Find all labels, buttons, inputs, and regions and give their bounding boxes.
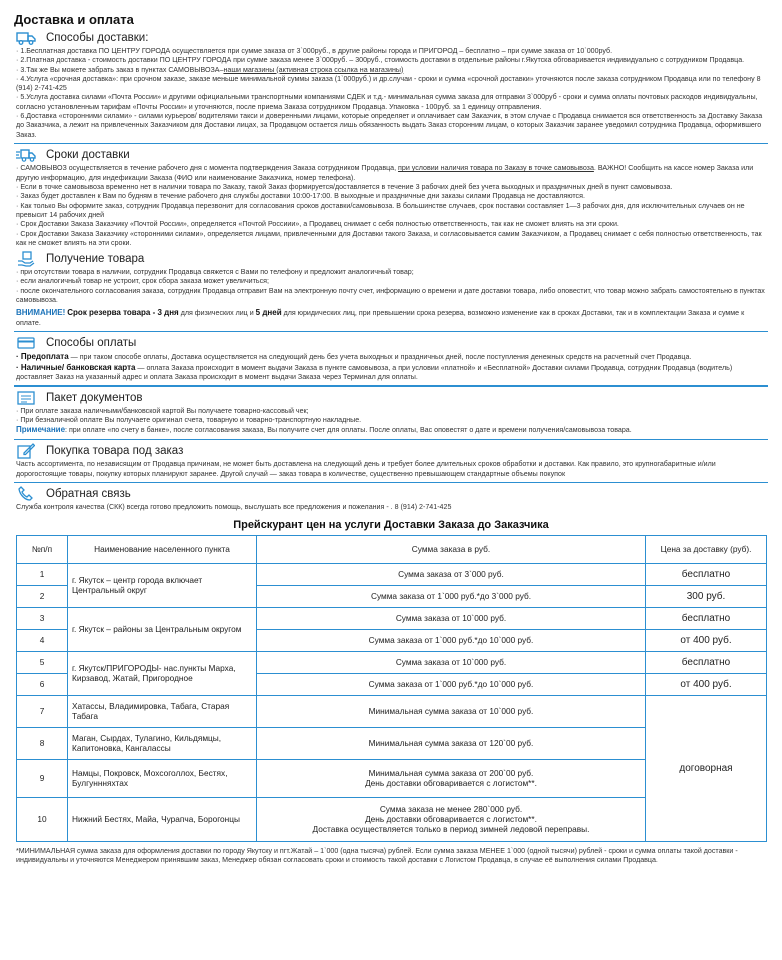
price-cell: 300 руб. bbox=[646, 585, 767, 607]
sum-cell: Минимальная сумма заказа от 120`00 руб. bbox=[257, 727, 646, 759]
section-header bbox=[16, 485, 768, 503]
text-line: · 1.Бесплатная доставка ПО ЦЕНТРУ ГОРОДА осуществляется при сумме заказа от 3`000руб., в другие районы города и ПРИГОРОД – бесплатно – при сумме заказа от 10`000руб. bbox=[16, 47, 613, 55]
row-number: 2 bbox=[17, 585, 68, 607]
divider bbox=[14, 482, 768, 484]
sum-line: Минимальная сумма заказа от 200`00 руб. bbox=[368, 768, 534, 779]
footnote: *МИНИМАЛЬНАЯ сумма заказа для оформления доставки по городу Якутску и пгт.Жатай – 1`000 (одна тысяча) рублей. Если сумма заказа МЕНЕЕ 1`000 (одной тысячи) рублей - сроки и сумма оплаты такой доставки - индивидуальны и уточняются Менеджером принявшим заказ, Менеджер обязан согласовать сроки и стоимость такой доставки с Логистом Продавца, в случае её выполнения силами Продавца. bbox=[16, 846, 738, 864]
divider bbox=[14, 143, 768, 145]
sum-line: Доставка осуществляется только в период зимней ледовой переправы. bbox=[312, 824, 590, 835]
section-title: Сроки доставки bbox=[46, 149, 130, 162]
attention-label: ВНИМАНИЕ! bbox=[16, 308, 66, 318]
section-payment bbox=[14, 334, 768, 386]
section-body bbox=[14, 268, 768, 328]
col-header: Цена за доставку (руб). bbox=[646, 535, 767, 563]
row-number: 6 bbox=[17, 673, 68, 695]
divider bbox=[14, 385, 768, 387]
card-icon bbox=[16, 335, 36, 351]
divider bbox=[14, 439, 768, 441]
section-body bbox=[14, 47, 768, 140]
text-span: · 3.Так же Вы можете забрать заказ в пунктах САМОВЫВОЗА– bbox=[16, 65, 224, 74]
text-span: для юридических лиц, при превышении срока резерва, возможно изменение как в сроках Доставки, так и в комплектации Заказа и сумме к оплате. bbox=[16, 309, 745, 327]
text-line: · если аналогичный товар не устроит, срок сбора заказа может увеличиться; bbox=[16, 277, 269, 286]
price-cell: бесплатно bbox=[646, 651, 767, 673]
section-header bbox=[16, 250, 768, 268]
sum-line: День доставки обговаривается с логистом**. bbox=[365, 778, 537, 789]
sum-cell: Минимальная сумма заказа от 10`000 руб. bbox=[257, 695, 646, 727]
sum-cell: Сумма заказа от 1`000 руб.*до 3`000 руб. bbox=[257, 585, 646, 607]
section-title: Способы оплаты bbox=[46, 337, 137, 350]
fast-truck-icon bbox=[16, 147, 36, 163]
text-span: . ВАЖНО! Сообщить на кассе номер Заказа или другую информацию, для индефикации Заказа (ФИО или наименование Заказчика, номер телефона). bbox=[16, 164, 754, 182]
text-line bbox=[16, 425, 768, 435]
text-line: · Если в точке самовывоза временно нет в наличии товара по Заказу, такой Заказ формируется/доставляется в течение 3 рабочих дней без учета выходных и праздничных дней в пункт самовывоза. bbox=[16, 183, 673, 192]
col-header: №п/п bbox=[17, 535, 68, 563]
section-body bbox=[14, 460, 768, 479]
section-order bbox=[14, 442, 768, 483]
sum-cell bbox=[257, 759, 646, 797]
row-number: 5 bbox=[17, 651, 68, 673]
place-cell: Нижний Бестях, Майа, Чурапча, Борогонцы bbox=[68, 797, 257, 841]
row-number: 9 bbox=[17, 759, 68, 797]
note-label: Примечание bbox=[16, 425, 66, 435]
section-header bbox=[16, 334, 768, 352]
section-feedback bbox=[14, 485, 768, 512]
sum-cell: Сумма заказа от 3`000 руб. bbox=[257, 563, 646, 585]
section-header bbox=[16, 29, 768, 47]
text-line bbox=[16, 164, 768, 183]
text-span: — оплата Заказа происходит в момент выдачи Заказа в пункте самовывоза, а при условии «платной» и «Бесплатной» Доставки силами Продавца, сотрудник Продавца (водитель) доставляет Заказ на указанный адрес и оплата Заказа происходит в момент выдачи Заказа через Терминал для оплаты. bbox=[16, 363, 733, 382]
price-cell: от 400 руб. bbox=[646, 673, 767, 695]
sum-cell: Сумма заказа от 10`000 руб. bbox=[257, 651, 646, 673]
edit-icon bbox=[16, 443, 36, 459]
text-span: при условии наличия товара по Заказу в точке самовывоза bbox=[398, 164, 594, 173]
page-title: Доставка и оплата bbox=[14, 12, 134, 27]
section-title: Получение товара bbox=[46, 253, 145, 266]
text-span: для физических лиц и bbox=[178, 309, 256, 318]
price-title: Прейскурант цен на услуги Доставки Заказа до Заказчика bbox=[233, 518, 549, 531]
text-line: · после окончательного согласования заказа, сотрудник Продавца отправит Вам на электронную почту счет, информацию о времени и дате доставки товара, либо оповестит, что товар можно забрать самостоятельно в пунктах самовывоза. bbox=[16, 286, 765, 305]
text-line bbox=[16, 66, 768, 75]
section-title: Обратная связь bbox=[46, 488, 131, 501]
place-cell: Хатассы, Владимировка, Табага, Старая Табага bbox=[68, 695, 257, 727]
text-line: Служба контроля качества (СКК) всегда готово предложить помощь, выслушать все предложения и пожелания - . 8 (914) 2-741-425 bbox=[16, 503, 452, 512]
table-row bbox=[17, 563, 767, 585]
text-line: · При безналичной оплате Вы получаете оригинал счета, товарную и товарно-транспортную накладные. bbox=[16, 416, 362, 425]
text-line: · при отсутствии товара в наличии, сотрудник Продавца свяжется с Вами по телефону и предложит аналогичный товар; bbox=[16, 268, 414, 277]
text-span: — при таком способе оплаты, Доставка осуществляется на следующий день без учета выходных и праздничных дней, после поступления денежных средств на расчетный счет Продавца. bbox=[68, 353, 692, 362]
section-delivery-methods bbox=[14, 29, 768, 144]
col-header: Сумма заказа в руб. bbox=[257, 535, 646, 563]
price-cell: бесплатно bbox=[646, 563, 767, 585]
row-number: 4 bbox=[17, 629, 68, 651]
text-line: · Срок Доставки Заказа Заказчику «Почтой России», определяется «Почтой Россиии», а Продавец снимает с себя полностью ответственность, так как не сможет влиять на эти сроки. bbox=[16, 220, 619, 229]
section-header bbox=[16, 146, 768, 164]
section-delivery-terms bbox=[14, 146, 768, 248]
text-line: · Срок Доставки Заказа Заказчику «сторонними силами», определяется лицами, привлеченными для Доставки такого Заказа, и согласовывается самим Заказчиком, а Продавец снимает с себя полностью ответственность, так как не сможет влиять на эти сроки. bbox=[16, 229, 762, 247]
phone-icon bbox=[16, 486, 36, 502]
text-span: : при оплате «по счету в банке», после согласования заказа, Вы получите счет для оплаты. После оплаты, Вас оповестят о дате и времени получения/самовывоза товара. bbox=[65, 426, 632, 435]
section-receiving bbox=[14, 250, 768, 332]
table-header-row bbox=[17, 535, 767, 563]
price-cell: от 400 руб. bbox=[646, 629, 767, 651]
section-title: Пакет документов bbox=[46, 391, 143, 404]
text-line bbox=[16, 352, 768, 362]
text-line: · 4.Услуга «срочная доставка»: при срочном заказе, заказе меньше минимальной суммы заказа (1`000руб.) и др.случаи - сроки и сумма «срочной доставки» уточняются после заказа сотрудником Продавца или по телефону 8 (914) 2-741-425 bbox=[16, 74, 761, 93]
table-row bbox=[17, 651, 767, 673]
text-line bbox=[16, 363, 768, 383]
sum-cell: Сумма заказа от 10`000 руб. bbox=[257, 607, 646, 629]
reserve-days: 5 дней bbox=[255, 308, 282, 318]
price-cell: бесплатно bbox=[646, 607, 767, 629]
sum-cell: Сумма заказа от 1`000 руб.*до 10`000 руб. bbox=[257, 673, 646, 695]
section-header bbox=[16, 389, 768, 407]
text-line: · Как только Вы оформите заказ, сотрудник Продавца перезвонит для согласования сроков доставки/самовывоза. В большинстве случаев, срок поставки составляет 1—3 рабочих дня, для исключительных случаев он не превысит 14 рабочих дней bbox=[16, 201, 745, 219]
row-number: 8 bbox=[17, 727, 68, 759]
shops-link[interactable]: наши магазины (активная строка ссылка на магазины) bbox=[223, 65, 404, 74]
place-cell: г. Якутск – районы за Центральным округом bbox=[68, 607, 257, 651]
divider bbox=[14, 331, 768, 333]
section-body bbox=[14, 352, 768, 382]
section-body bbox=[14, 164, 768, 248]
section-title: Способы доставки: bbox=[46, 32, 149, 44]
text-line: · 2.Платная доставка - стоимость доставки ПО ЦЕНТРУ ГОРОДА при сумме заказа менее 3`000руб. – 300руб., стоимость доставки в отдельные районы г.Якутска обговаривается индивидуально с сотрудником Продавца. bbox=[16, 56, 745, 65]
text-line: · 6.Доставка «сторонними силами» - силами курьеров/ водителями такси и доверенными лицами, которые определяет и оплачивает сам Заказчик, в этом случае с Продавца снимается вся ответственность за Доставку Заказа до Заказчика, а лежит на привлеченных Заказчиком для Доставки лицах, за Продавцом остается лишь обязанность выдать Заказ сторонним лицам, о которых Заказчик заранее уведомил сотрудника Продавца, оформившего Заказ. bbox=[16, 112, 763, 139]
section-header bbox=[16, 442, 768, 460]
text-span: · САМОВЫВОЗ осуществляется в течение рабочего дня с момента подтверждения Заказа сотрудником Продавца, bbox=[16, 164, 399, 173]
place-cell: г. Якутск/ПРИГОРОДЫ- нас.пункты Марха, Кирзавод, Жатай, Пригородное bbox=[68, 651, 257, 695]
place-cell: г. Якутск – центр города включает Центральный округ bbox=[68, 563, 257, 607]
row-number: 10 bbox=[17, 797, 68, 841]
text-line: · При оплате заказа наличными/банковской картой Вы получаете товарно-кассовый чек; bbox=[16, 406, 309, 415]
sum-cell bbox=[257, 797, 646, 841]
prepay-label: · Предоплата bbox=[16, 352, 69, 362]
hand-box-icon bbox=[16, 251, 36, 267]
sum-line: Сумма заказа не менее 280`000 руб. bbox=[379, 804, 523, 815]
document-icon bbox=[16, 390, 36, 406]
reserve-label: Срок резерва товара - 3 дня bbox=[67, 308, 179, 318]
section-body bbox=[14, 503, 768, 512]
reserve-note bbox=[16, 308, 768, 328]
place-cell: Маган, Сырдах, Тулагино, Кильдямцы, Капитоновка, Кангалассы bbox=[68, 727, 257, 759]
row-number: 7 bbox=[17, 695, 68, 727]
section-body bbox=[14, 407, 768, 436]
row-number: 1 bbox=[17, 563, 68, 585]
price-table bbox=[16, 535, 767, 842]
table-row bbox=[17, 695, 767, 727]
section-title: Покупка товара под заказ bbox=[46, 445, 184, 458]
col-header: Наименование населенного пункта bbox=[68, 535, 257, 563]
place-cell: Намцы, Покровск, Мохсоголлох, Бестях, Булгуннняхтах bbox=[68, 759, 257, 797]
text-line: · Заказ будет доставлен к Вам по будням в течение рабочего дня службы доставки 10:00-17:00. В выходные и праздничные дни заказы силами Продавца не доставляются. bbox=[16, 192, 585, 201]
truck-icon bbox=[16, 30, 36, 46]
price-cell: договорная bbox=[646, 695, 767, 841]
sum-line: День доставки обговаривается с логистом**. bbox=[365, 814, 537, 825]
table-row bbox=[17, 607, 767, 629]
text-line: Часть ассортимента, по независящим от Продавца причинам, не может быть доставлена на следующий день и требует более длительных сроков обработки и доставки. Как правило, это крупногабаритные и/или дорогостоящие товары, покупку которых планируют заранее. Другой случай — заказ товара в количестве, существенно превышающем стандартные объемы покупок bbox=[16, 460, 716, 478]
row-number: 3 bbox=[17, 607, 68, 629]
cash-label: · Наличные/ банковская карта bbox=[16, 362, 136, 372]
section-documents bbox=[14, 389, 768, 440]
text-line: · 5.Услуга доставка силами «Почта России» и другими официальными транспортными компаниями СДЕК и т.д.- минимальная сумма заказа для отправки 3`000руб - сроки и сумма оплаты почтовых расходов индивидуальны, согласно установленным тарифам «Почты России» и уточняются, после приема Заказа сотрудником Продавца. Упаковка - 100руб. за 1 единицу отправления. bbox=[16, 93, 758, 111]
sum-cell: Сумма заказа от 1`000 руб.*до 10`000 руб. bbox=[257, 629, 646, 651]
